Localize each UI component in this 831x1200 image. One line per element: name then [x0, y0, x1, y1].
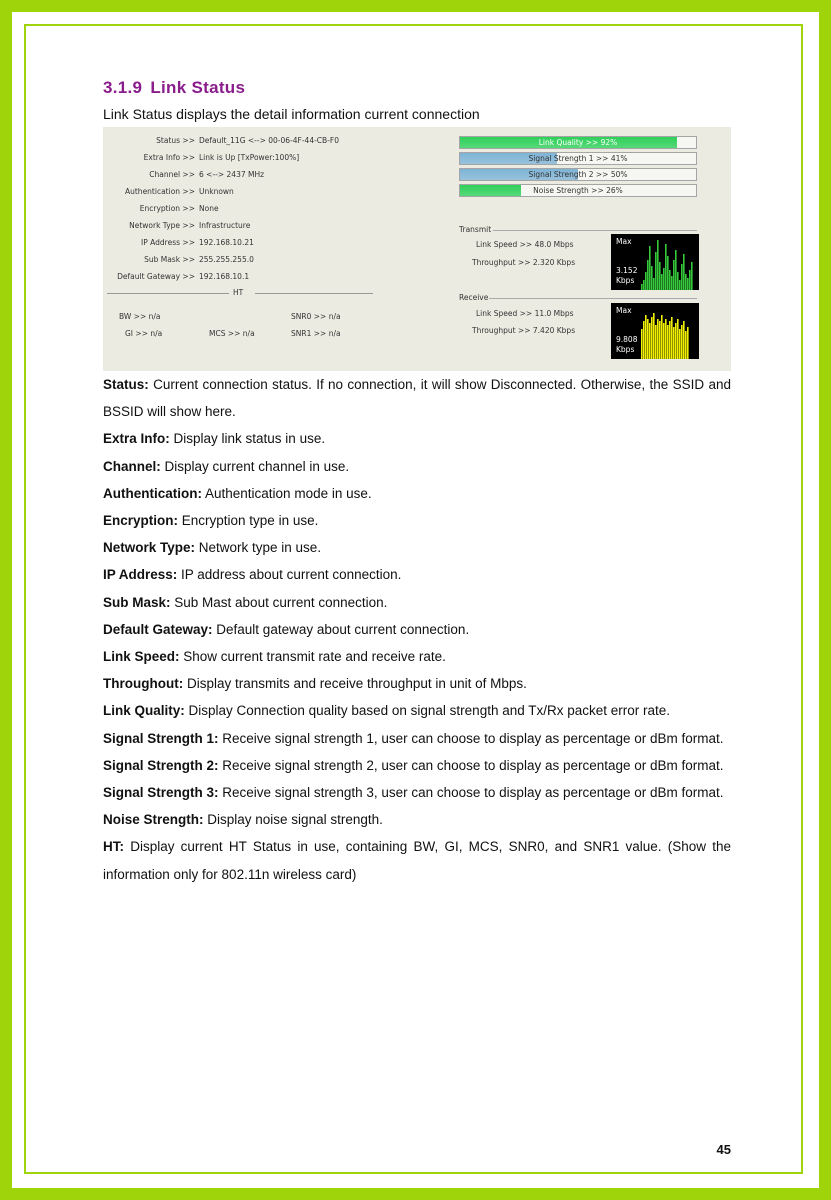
description-term: Signal Strength 2: [103, 757, 219, 773]
graph-bar [689, 270, 691, 290]
info-label: Extra Info >> [143, 153, 195, 162]
graph-bar [645, 315, 647, 359]
ht-divider [107, 293, 229, 294]
graph-bar [657, 319, 659, 359]
description-item [103, 670, 731, 697]
info-label: IP Address >> [141, 238, 195, 247]
graph-bar [677, 272, 679, 290]
description-item [103, 725, 731, 752]
description-term: IP Address: [103, 567, 178, 583]
receive-graph-unit: Kbps [616, 345, 635, 354]
ht-gi: GI >> n/a [125, 329, 163, 338]
description-text: Network type in use. [195, 540, 322, 556]
strength-bar [459, 168, 697, 181]
description-term: Signal Strength 3: [103, 785, 219, 801]
link-status-screenshot [103, 127, 731, 371]
description-text: Receive signal strength 3, user can choose to display as percentage or dBm format. [218, 785, 724, 801]
graph-bar [675, 323, 677, 359]
description-text: Display current HT Status in use, containing BW, GI, MCS, SNR0, and SNR1 value. (Show the information only for 802.11n wireless card) [103, 839, 731, 882]
transmit-graph [611, 234, 699, 290]
description-text: Display link status in use. [169, 431, 326, 447]
graph-bar [679, 280, 681, 290]
graph-bar [661, 315, 663, 359]
graph-bar [677, 319, 679, 359]
description-term: Sub Mask: [103, 594, 171, 610]
section-number: 3.1.9 [103, 78, 143, 97]
description-item [103, 371, 731, 425]
graph-bar [691, 262, 693, 290]
transmit-divider [493, 230, 697, 231]
graph-bar [659, 321, 661, 359]
graph-bar [685, 331, 687, 359]
info-label: Sub Mask >> [144, 255, 195, 264]
graph-bar [651, 317, 653, 359]
graph-bar [669, 270, 671, 290]
graph-bar [673, 327, 675, 359]
graph-bar [647, 260, 649, 290]
info-value: 192.168.10.21 [199, 238, 254, 247]
description-text: Receive signal strength 1, user can choose to display as percentage or dBm format. [218, 730, 724, 746]
graph-bar [671, 276, 673, 290]
strength-bar [459, 184, 697, 197]
description-item [103, 480, 731, 507]
graph-bar [659, 262, 661, 290]
description-term: Default Gateway: [103, 621, 213, 637]
description-term: Throughout: [103, 676, 184, 692]
receive-divider [489, 298, 697, 299]
description-text: Display Connection quality based on signal strength and Tx/Rx packet error rate. [184, 703, 671, 719]
graph-bar [673, 260, 675, 290]
section-intro: Link Status displays the detail information current connection [103, 106, 480, 122]
ht-divider [255, 293, 373, 294]
transmit-graph-value: 3.152 [616, 266, 638, 275]
description-term: Signal Strength 1: [103, 730, 219, 746]
graph-bar [675, 250, 677, 290]
graph-bar [641, 284, 643, 290]
description-term: Encryption: [103, 513, 179, 529]
description-text: Default gateway about current connection. [212, 621, 470, 637]
info-value: Unknown [199, 187, 234, 196]
graph-bar [665, 244, 667, 290]
description-term: Link Speed: [103, 649, 180, 665]
graph-bar [667, 256, 669, 290]
description-text: Show current transmit rate and receive rate. [179, 649, 446, 665]
info-label: Default Gateway >> [117, 272, 195, 281]
description-text: Authentication mode in use. [202, 485, 372, 501]
info-value: None [199, 204, 219, 213]
graph-bar [649, 246, 651, 290]
strength-bar-label: Link Quality >> 92% [538, 138, 618, 147]
graph-bar [669, 321, 671, 359]
description-item [103, 616, 731, 643]
transmit-graph-unit: Kbps [616, 276, 635, 285]
graph-bar [655, 325, 657, 359]
receive-link-speed: Link Speed >> 11.0 Mbps [476, 309, 574, 318]
receive-title: Receive [459, 293, 489, 302]
description-term: Network Type: [103, 540, 196, 556]
description-item [103, 453, 731, 480]
transmit-title: Transmit [459, 225, 492, 234]
graph-bar [685, 274, 687, 290]
info-value: 255.255.255.0 [199, 255, 254, 264]
transmit-link-speed: Link Speed >> 48.0 Mbps [476, 240, 574, 249]
graph-bar [687, 278, 689, 290]
graph-bar [651, 266, 653, 290]
description-term: Extra Info: [103, 431, 170, 447]
info-label: Network Type >> [129, 221, 195, 230]
graph-bar [671, 317, 673, 359]
receive-graph-max: Max [616, 306, 632, 315]
description-term: HT: [103, 839, 124, 855]
description-term: Link Quality: [103, 703, 185, 719]
description-text: IP address about current connection. [177, 567, 402, 583]
description-item [103, 643, 731, 670]
graph-bar [643, 280, 645, 290]
description-text: Sub Mast about current connection. [170, 594, 388, 610]
page-number: 45 [716, 1142, 731, 1157]
strength-bar-label: Noise Strength >> 26% [533, 186, 623, 195]
graph-bar [683, 254, 685, 290]
description-item [103, 697, 731, 724]
description-term: Channel: [103, 458, 161, 474]
info-label: Authentication >> [124, 187, 195, 196]
graph-bar [687, 327, 689, 359]
description-item [103, 425, 731, 452]
description-text: Display noise signal strength. [203, 812, 383, 828]
section-heading [103, 78, 731, 98]
info-value: Link is Up [TxPower:100%] [199, 153, 300, 162]
ht-snr1: SNR1 >> n/a [291, 329, 341, 338]
graph-bar [683, 321, 685, 359]
graph-bar [655, 252, 657, 290]
description-text: Current connection status. If no connection, it will show Disconnected. Otherwise, the SSID and BSSID will show here. [103, 377, 731, 420]
graph-bar [645, 272, 647, 290]
description-text: Display current channel in use. [160, 458, 350, 474]
description-item [103, 779, 731, 806]
description-term: Authentication: [103, 485, 202, 501]
graph-bar [641, 329, 643, 359]
graph-bar [665, 319, 667, 359]
graph-bar [647, 319, 649, 359]
transmit-throughput: Throughput >> 2.320 Kbps [472, 258, 576, 267]
graph-bar [653, 313, 655, 359]
ht-snr0: SNR0 >> n/a [291, 312, 341, 321]
section-title: Link Status [150, 78, 246, 97]
description-item [103, 589, 731, 616]
info-value: 6 <--> 2437 MHz [199, 170, 265, 179]
graph-bar [657, 240, 659, 290]
info-value: Default_11G <--> 00-06-4F-44-CB-F0 [199, 136, 339, 145]
strength-bar-label: Signal Strength 2 >> 50% [528, 170, 628, 179]
ht-mcs: MCS >> n/a [209, 329, 255, 338]
graph-bar [653, 278, 655, 290]
ht-label: HT [233, 288, 244, 297]
info-label: Channel >> [149, 170, 195, 179]
graph-bar [667, 325, 669, 359]
graph-bar [661, 274, 663, 290]
receive-throughput: Throughput >> 7.420 Kbps [472, 326, 576, 335]
strength-bar-label: Signal Strength 1 >> 41% [528, 154, 628, 163]
section-header [103, 70, 731, 122]
description-term: Noise Strength: [103, 812, 204, 828]
description-text: Encryption type in use. [178, 513, 319, 529]
info-label: Encryption >> [139, 204, 195, 213]
strength-bar [459, 152, 697, 165]
graph-bar [663, 323, 665, 359]
graph-bar [649, 323, 651, 359]
description-item [103, 806, 731, 833]
strength-bar [459, 136, 697, 149]
description-item [103, 534, 731, 561]
field-descriptions [103, 371, 731, 888]
graph-bar [643, 321, 645, 359]
receive-graph-value: 9.808 [616, 335, 638, 344]
description-item [103, 752, 731, 779]
graph-bar [663, 268, 665, 290]
info-value: Infrastructure [199, 221, 251, 230]
graph-bar [679, 329, 681, 359]
graph-bar [681, 325, 683, 359]
info-label: Status >> [156, 136, 195, 145]
description-term: Status: [103, 377, 149, 392]
description-item [103, 561, 731, 588]
description-text: Display transmits and receive throughput in unit of Mbps. [183, 676, 527, 692]
info-value: 192.168.10.1 [199, 272, 250, 281]
transmit-graph-max: Max [616, 237, 632, 246]
graph-bar [681, 264, 683, 290]
description-item [103, 507, 731, 534]
description-item [103, 833, 731, 887]
receive-graph [611, 303, 699, 359]
ht-bw: BW >> n/a [119, 312, 161, 321]
description-text: Receive signal strength 2, user can choose to display as percentage or dBm format. [218, 757, 724, 773]
